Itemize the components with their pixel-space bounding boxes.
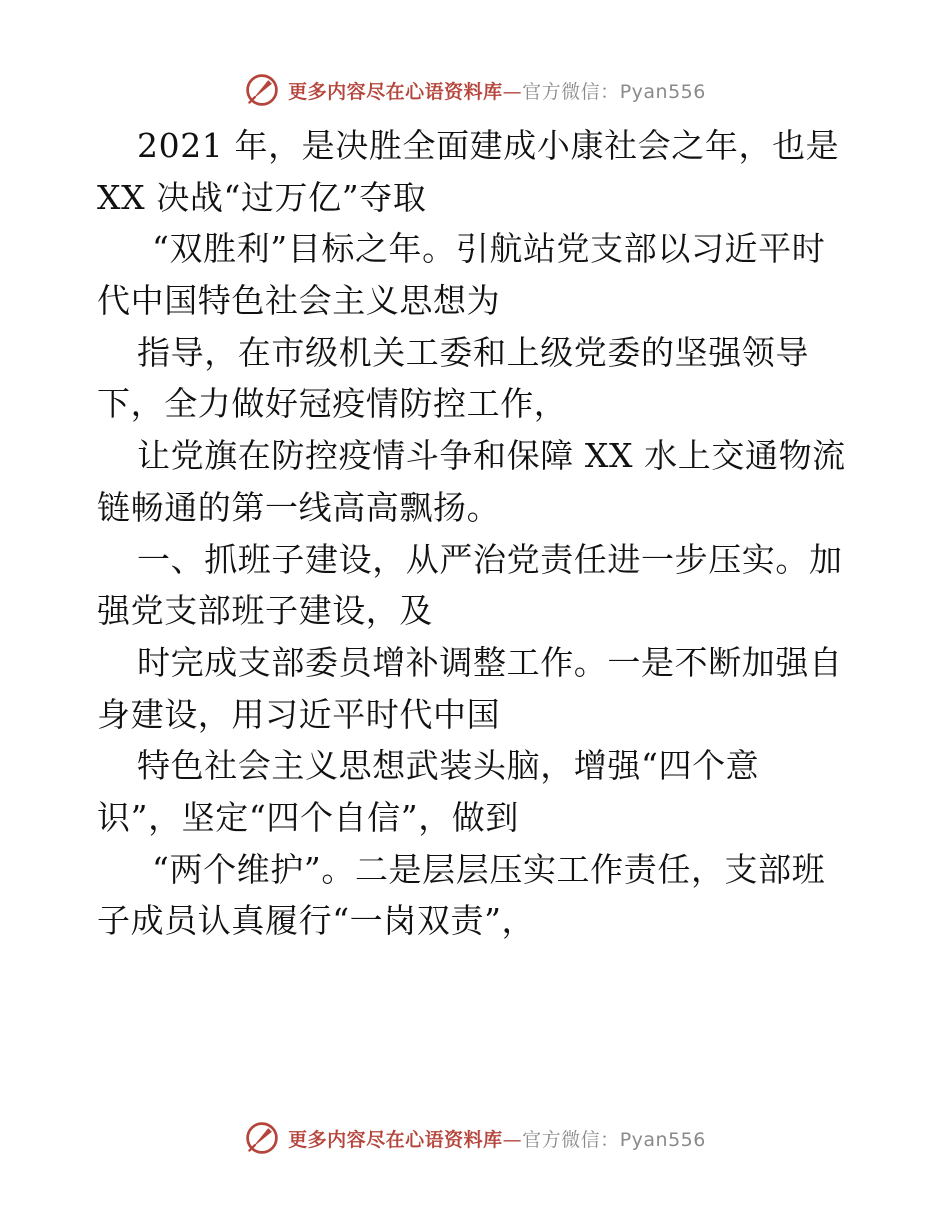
text-line: 链畅通的第一线高高飘扬。 — [97, 487, 501, 527]
text-line: 指导，在市级机关工委和上级党委的坚强领导 — [137, 332, 809, 372]
text-line: 代中国特色社会主义思想为 — [97, 281, 501, 321]
text-line: 身建设，用习近平时代中国 — [97, 694, 501, 734]
watermark-contact-id: Pyan556 — [619, 80, 706, 103]
watermark-title: 更多内容尽在心语资料库 — [288, 80, 503, 103]
header-watermark — [0, 70, 950, 110]
text-line: 子成员认真履行“一岗双责”， — [97, 901, 536, 941]
watermark-separator: — — [502, 1128, 523, 1151]
text-line: 特色社会主义思想武装头脑，增强“四个意 — [137, 746, 760, 786]
text-line: 识”，坚定“四个自信”，做到 — [97, 797, 520, 837]
watermark-title: 更多内容尽在心语资料库 — [288, 1128, 503, 1151]
text-line: 时完成支部委员增补调整工作。一是不断加强自 — [137, 642, 843, 682]
watermark-text — [288, 77, 706, 104]
text-line: XX 决战“过万亿”夺取 — [97, 177, 427, 217]
watermark-text — [288, 1125, 706, 1152]
quill-pen-logo-icon — [244, 72, 280, 108]
quill-pen-logo-icon — [244, 1120, 280, 1156]
text-line: 强党支部班子建设，及 — [97, 591, 433, 631]
text-line: “两个维护”。二是层层压实工作责任，支部班 — [152, 849, 826, 889]
watermark-contact-id: Pyan556 — [619, 1128, 706, 1151]
watermark-contact-label: 官方微信： — [522, 80, 620, 103]
text-line: 一、抓班子建设，从严治党责任进一步压实。加 — [137, 539, 843, 579]
watermark-contact-label: 官方微信： — [522, 1128, 620, 1151]
text-line: 下，全力做好冠疫情防控工作， — [97, 384, 568, 424]
document-body — [97, 120, 857, 947]
watermark-separator: — — [502, 80, 523, 103]
text-line: “双胜利”目标之年。引航站党支部以习近平时 — [152, 229, 826, 269]
text-line: 2021 年，是决胜全面建成小康社会之年，也是 — [137, 126, 840, 165]
footer-watermark — [0, 1118, 950, 1158]
text-line: 让党旗在防控疫情斗争和保障 XX 水上交通物流 — [137, 436, 846, 476]
